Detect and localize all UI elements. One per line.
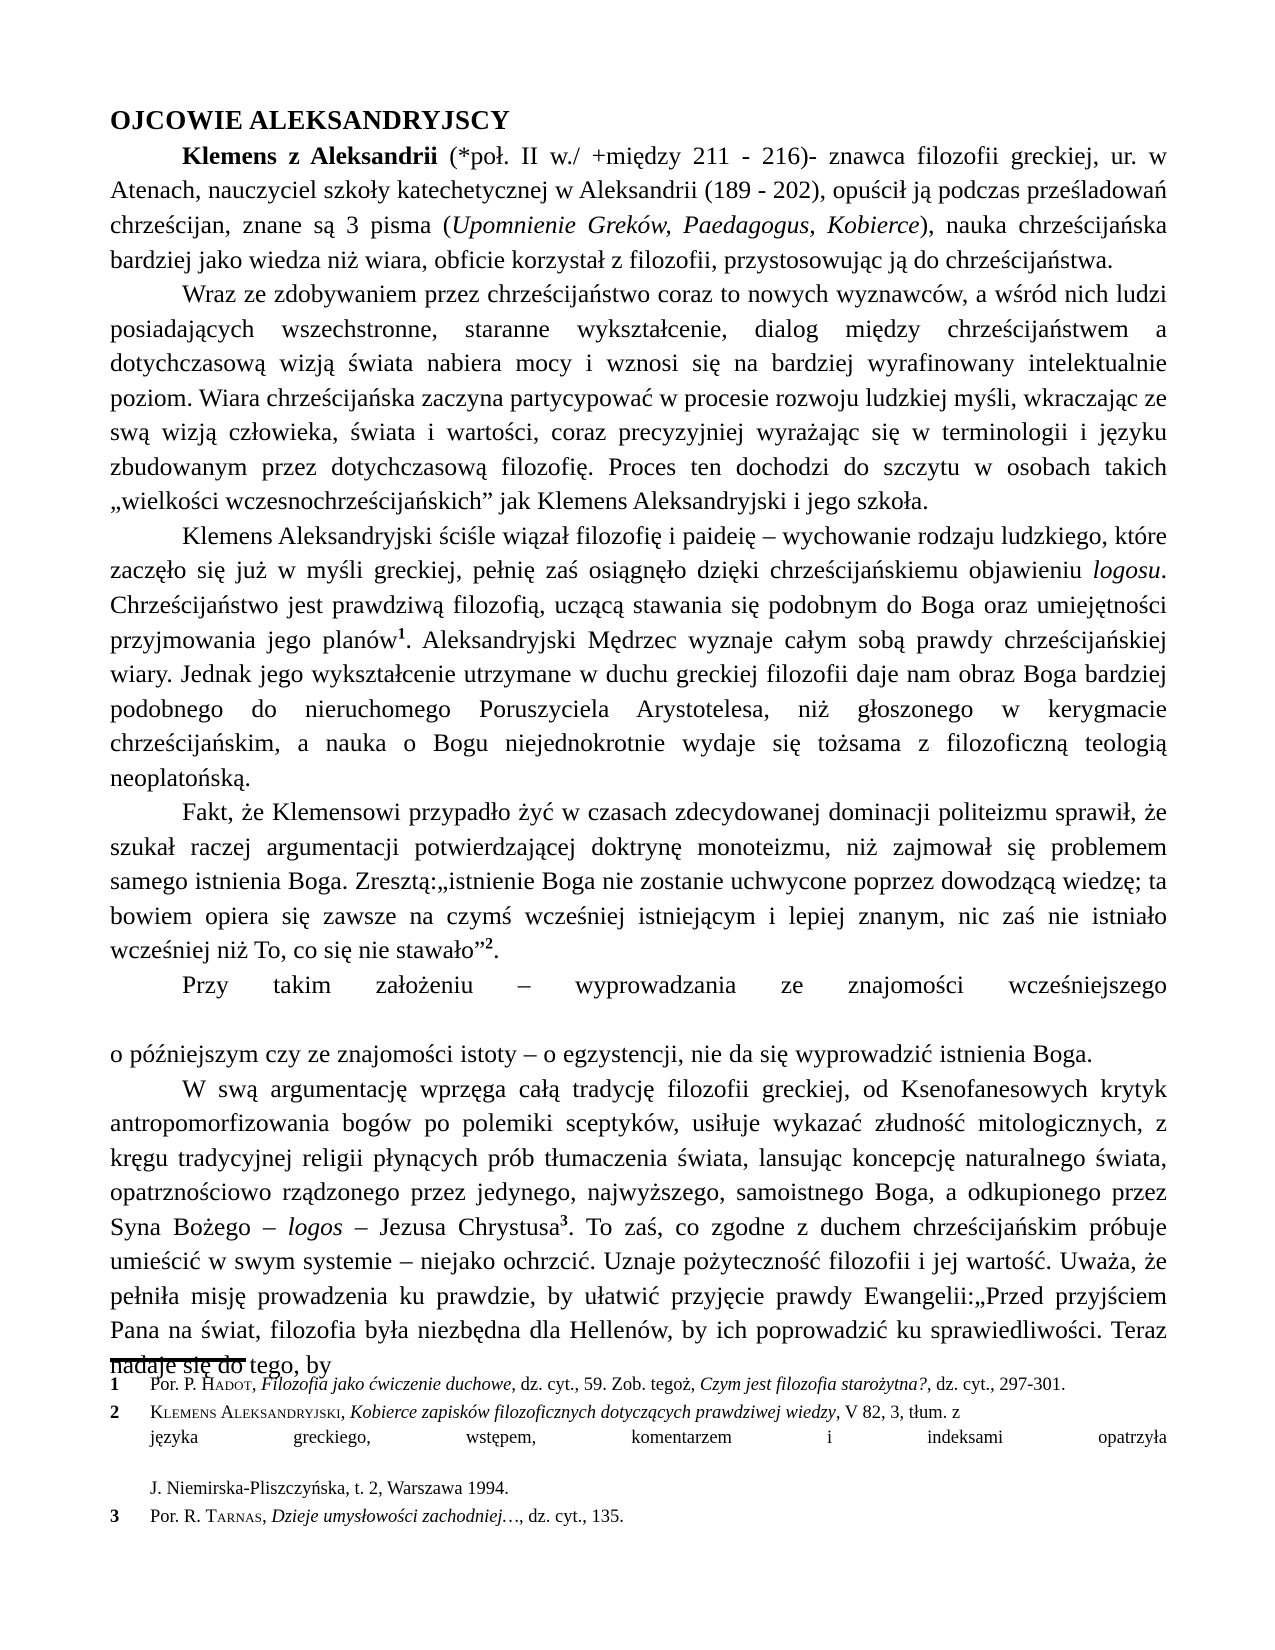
footnote-number: 1 [110,1375,120,1395]
footnote-2-spread-line: języka greckiego, wstępem, komentarzem i indeksami opatrzyła [150,1428,1167,1449]
footnote-ref-1[interactable]: 1 [397,625,406,643]
paragraph-3-text-c: . Aleksandryjski Mędrzec wyznaje całym sobą prawdy chrześcijańskiej wiary. Jednak jego wykształcenie utrzymane w duchu greckiej filozofii daje nam obraz Boga bardziej podobnego do nieruchomego Poruszyciela Arystotelesa, niż głoszonego w kerygmacie chrześcijańskim, a nauka o Bogu niejednokrotnie wydaje się tożsama z filozoficzną teologią neoplatońską. [110,624,1167,792]
footnote-2-mid-b: , V 82, 3, tłum. z [835,1402,961,1423]
footnote-1-title-b: Czym jest filozofia starożytna? [699,1375,927,1395]
paragraph-4-text-a: Fakt, że Klemensowi przypadło żyć w czasach zdecydowanej dominacji politeizmu sprawił, że szukał raczej argumentacji potwierdzającej doktrynę monoteizmu, niż zajmował się problemem samego istnienia Boga. Zresztą:„istnienie Boga nie zostanie uchwycone poprzez dowodzącą wiedzę; ta bowiem opiera się zawsze na czymś wcześniej istniejącym i lepiej znanym, nic zaś nie istniało wcześniej niż To, co się nie stawało” [110,797,1167,965]
footnote-1-author: Hadot [201,1375,252,1395]
footnote-2-title-a: Kobierce zapisków filozoficznych dotyczących prawdziwej wiedzy [350,1402,836,1423]
paragraph-6 [110,1072,1167,1383]
footnote-item [110,1373,1167,1399]
footnote-text [150,1505,1167,1531]
footnote-2-tail-line: J. Niemirska-Pliszczyńska, t. 2, Warszawa 1994. [150,1479,509,1500]
paragraph-5-line-2: o późniejszym czy ze znajomości istoty – o egzystencji, nie da się wyprowadzić istnienia Boga. [110,1039,1093,1069]
footnote-1-mid-a: , [251,1375,262,1395]
footnote-2-mid-a: , [340,1402,350,1423]
footnote-3-mid-a: , [262,1506,272,1527]
footnote-1-title-a: Filozofia jako ćwiczenie duchowe [261,1375,512,1395]
footnote-area [110,1358,1167,1532]
footnote-item [110,1401,1167,1503]
footnote-3-title-a: Dzieje umysłowości zachodniej… [271,1506,520,1527]
paragraph-1-text-b: ), nauka chrześcijańska bardziej jako wiedza niż wiara, obficie korzystał z filozofii, przystosowując ją do chrześcijaństwa. [110,209,1168,274]
paragraph-2: Wraz ze zdobywaniem przez chrześcijaństwo coraz to nowych wyznawców, a wśród nich ludzi posiadających wszechstronne, staranne wykształcenie, dialog między chrześcijaństwem a dotychczasową wizją świata nabiera mocy i wznosi się na bardziej wyrafinowany intelektualnie poziom. Wiara chrześcijańska zaczyna partycypować w procesie rozwoju ludzkiej myśli, wkraczając ze swą wizją człowieka, świata i wartości, coraz precyzyjniej wyrażając się w terminologii i języku zbudowanym przez dotychczasową filozofię. Proces ten dochodzi do szczytu w osobach takich „wielkości wczesnochrześcijańskich” jak Klemens Aleksandryjski i jego szkoła. [110,279,1167,516]
paragraph-6-text-b: – Jezusa Chrystusa [342,1211,561,1241]
footnote-3-post: , dz. cyt., 135. [519,1506,624,1527]
document-body [110,139,1167,1383]
paragraph-3-text-a: Klemens Aleksandryjski ściśle wiązał filozofię i paideię – wychowanie rodzaju ludzkiego, które zaczęło się już w myśli greckiej, pełnię zaś osiągnęło dzięki chrześcijańskiemu objawieniu [110,520,1167,585]
paragraph-1-italic-titles: Upomnienie Greków, Paedagogus, Kobierce [451,209,920,239]
footnote-text [150,1401,1167,1503]
paragraph-3-text-b: . Chrześcijaństwo jest prawdziwą filozofią, uczącą stawania się podobnym do Boga oraz umiejętności przyjmowania jego planów [110,555,1167,654]
paragraph-6-italic-word: logos [287,1211,343,1241]
footnote-ref-3[interactable]: 3 [560,1212,568,1230]
paragraph-3-italic-word: logosu [1092,555,1161,585]
paragraph-1-lead: Klemens z Aleksandrii [182,140,438,170]
footnote-number: 3 [110,1506,120,1527]
paragraph-5 [110,968,1167,1072]
page-title: OJCOWIE ALEKSANDRYJSCY [110,105,511,135]
footnote-2-author: Klemens Aleksandryjski [150,1402,341,1423]
footnote-1-mid-b: , dz. cyt., 59. Zob. tegoż, [511,1375,700,1395]
paragraph-6-text-a: W swą argumentację wprzęga całą tradycję filozofii greckiej, od Ksenofanesowych krytyk antropomorfizowania bogów po polemiki sceptyków, usiłuje wykazać złudność mitologicznych, z kręgu tradycyjnej religii płynących prób tłumaczenia świata, lansując koncepcję naturalnego świata, opatrznościowo rządzonego przez jedynego, najwyższego, samoistnego Boga, a odkupionego przez Syna Bożego – [110,1073,1167,1241]
footnote-3-pre: Por. R. [150,1506,206,1527]
paragraph-6-text-c: . To zaś, co zgodne z duchem chrześcijańskim próbuje umieścić w swym systemie – niejako ochrzcić. Uznaje pożyteczność filozofii i jej wartość. Uważa, że pełniła misję prowadzenia ku prawdzie, by ułatwić przyjęcie prawdy Ewangelii:„Przed przyjściem Pana na świat, filozofia była niezbędna dla Hellenów, by ich poprowadzić ku sprawiedliwości. Teraz nadaje się do tego, by [110,1211,1167,1379]
footnote-text [150,1373,1167,1399]
footnote-1-pre: Por. P. [150,1375,202,1395]
footnote-ref-2[interactable]: 2 [485,935,494,953]
footnote-item [110,1505,1167,1531]
paragraph-1 [110,139,1167,277]
paragraph-3 [110,519,1167,795]
paragraph-4 [110,795,1167,968]
footnote-number: 2 [110,1402,120,1423]
paragraph-4-text-b: . [493,935,500,965]
paragraph-1-text-a: (*poł. II w./ +między 211 - 216)- znawca filozofii greckiej, ur. w Atenach, nauczyciel szkoły katechetycznej w Aleksandrii (189 - 202), opuścił ją podczas prześladowań chrześcijan, znane są 3 pisma ( [110,140,1167,239]
footnote-3-author: Tarnas [205,1506,263,1527]
footnote-1-post: , dz. cyt., 297-301. [926,1375,1066,1395]
paragraph-5-line-1: Przy takim założeniu – wyprowadzania ze znajomości wcześniejszego [182,969,1167,999]
footnote-separator-rule [110,1358,246,1362]
